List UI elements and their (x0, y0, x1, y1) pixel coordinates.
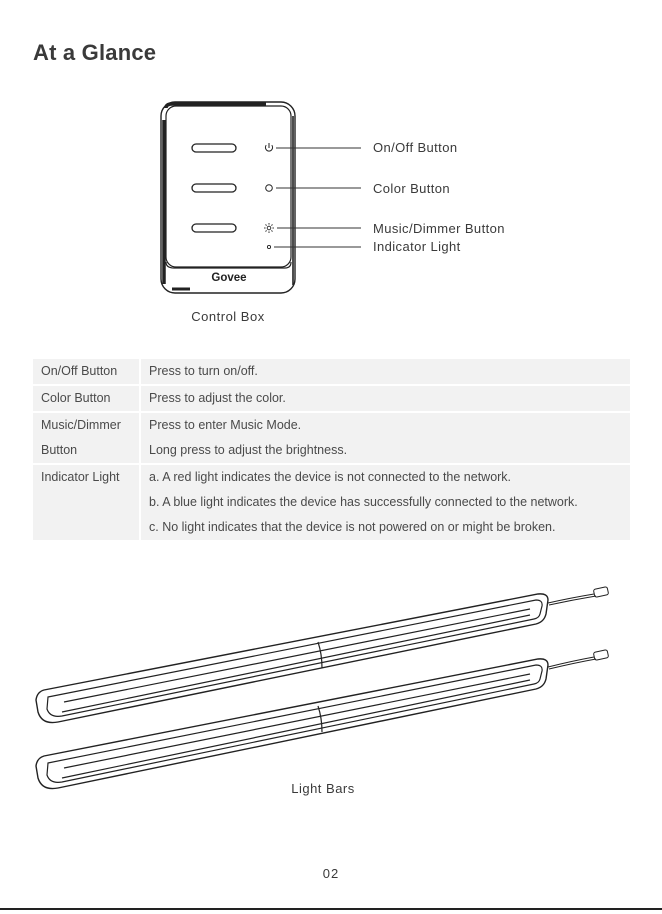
row-value: Press to enter Music Mode. (149, 418, 302, 432)
row-value: Long press to adjust the brightness. (149, 443, 348, 457)
callout-on-off-button: On/Off Button (373, 140, 458, 155)
bottom-rule (0, 908, 662, 910)
control-box-caption: Control Box (191, 309, 265, 324)
light-bar-bottom (36, 650, 609, 789)
light-bars-caption: Light Bars (291, 781, 355, 796)
page-title: At a Glance (33, 40, 157, 65)
callout-indicator-light: Indicator Light (373, 239, 461, 254)
row-value: c. No light indicates that the device is not powered on or might be broken. (149, 520, 556, 534)
row-value: b. A blue light indicates the device has successfully connected to the network. (149, 495, 578, 509)
row-value: a. A red light indicates the device is not connected to the network. (149, 470, 512, 484)
row-value: Press to adjust the color. (149, 391, 286, 405)
callout-music-dimmer-button: Music/Dimmer Button (373, 221, 505, 236)
row-key: Color Button (41, 391, 111, 405)
row-key: On/Off Button (41, 364, 118, 378)
govee-logo: Govee (211, 272, 247, 284)
row-key: Button (41, 443, 78, 457)
row-key: Indicator Light (41, 470, 120, 484)
row-key: Music/Dimmer (41, 418, 121, 432)
page-number: 02 (322, 866, 340, 881)
row-value: Press to turn on/off. (149, 364, 258, 378)
callout-color-button: Color Button (373, 181, 451, 196)
light-bar-top (36, 587, 609, 723)
